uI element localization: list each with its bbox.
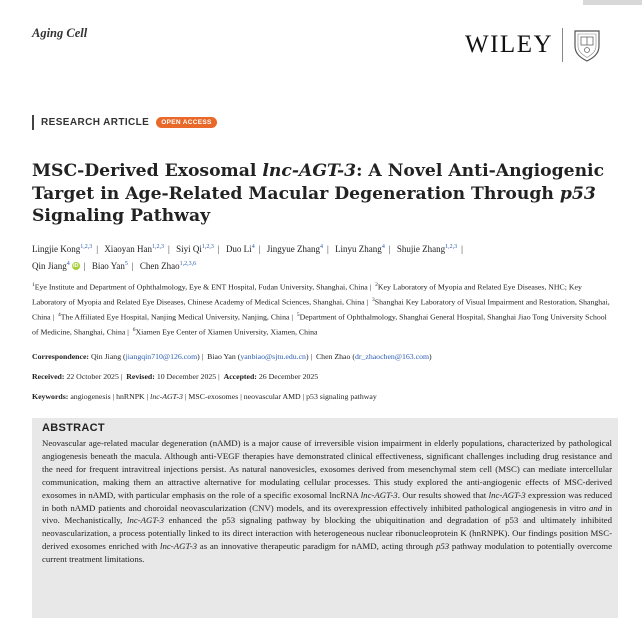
abstract-section xyxy=(32,418,618,618)
email-link[interactable]: dr_zhaochen@163.com xyxy=(354,352,430,361)
author[interactable]: Xiaoyan Han$^{1,2,3}$ xyxy=(104,244,165,254)
author[interactable]: Qin Jiang$^4$ iD xyxy=(32,260,79,271)
article-type-label: RESEARCH ARTICLE xyxy=(41,117,150,128)
author[interactable]: Lingjie Kong$^{1,2,3}$ xyxy=(32,244,93,254)
author[interactable]: Linyu Zhang$^4$ xyxy=(335,244,385,254)
author[interactable]: Chen Zhao$^{1,2,3,6}$ xyxy=(139,260,197,271)
article-dates: Received: 22 October 2025 | Revised: 10 December 2025 | Accepted: 26 December 2025 xyxy=(32,372,319,381)
journal-name[interactable]: Aging Cell xyxy=(32,26,88,40)
article-type-row xyxy=(32,115,217,130)
author[interactable]: Biao Yan$^5$ xyxy=(91,260,128,271)
author[interactable]: Siyi Qi$^{1,2,3}$ xyxy=(176,244,214,254)
orcid-icon[interactable]: iD xyxy=(73,263,79,270)
top-edge-fragment xyxy=(583,0,642,5)
wiley-seal-icon xyxy=(570,28,604,62)
open-access-badge[interactable]: OPEN ACCESS xyxy=(156,117,216,128)
article-title: MSC-Derived Exosomal lnc-AGT-3: A Novel Anti-Angiogenic Target in Age-Related Macular Degeneration Through p53 Signaling Pathway xyxy=(32,161,605,226)
publisher-logo[interactable] xyxy=(465,28,604,62)
publisher-wordmark: WILEY xyxy=(465,31,554,58)
logo-divider xyxy=(562,28,563,62)
keywords: Keywords: angiogenesis | hnRNPK | lnc-AGT-3 | MSC-exosomes | neovascular AMD | p53 signaling pathway xyxy=(32,392,377,401)
email-link[interactable]: yanbiao@sjtu.edu.cn xyxy=(240,352,306,361)
abstract-heading: ABSTRACT xyxy=(42,422,105,434)
author-list: Lingjie Kong$^{1,2,3}$ | Xiaoyan Han$^{1,2,3}$ | Siyi Qi$^{1,2,3}$ | Duo Li$^4$ | Jingyue Zhang$^4$ | Linyu Zhang$^4$ | Shujie Zhang$^{1,2,3}$ | Qin Jiang$^4$ iD | Biao Yan$^5$ | Chen Zhao$^{1,2,3,6}$ xyxy=(32,244,463,271)
email-link[interactable]: jiangqin710@126.com xyxy=(125,352,198,361)
correspondence: Correspondence: Qin Jiang (jiangqin710@126.com) | Biao Yan (yanbiao@sjtu.edu.cn) | Chen Zhao (dr_zhaochen@163.com) xyxy=(32,352,432,361)
author[interactable]: Shujie Zhang$^{1,2,3}$ xyxy=(396,244,458,254)
abstract-text: Neovascular age-related macular degeneration (nAMD) is a major cause of irreversible vision impairment in elderly populations, characterized by pathological angiogenesis beneath the macula. Although anti-VEGF therapies have demonstrated clinical effectiveness, significant challenges including drug resistance and the need for frequent intravitreal injections persist. As natural nanovesicles, exosomes derived from mesenchymal stem cell (MSC) can mediate intercellular communication, making them an attractive alternative for modulating cellular processes. This study explored the anti-angiogenic effects of MSC-derived exosomes in nAMD, with particular emphasis on the role of a specific exosomal lncRNA lnc-AGT-3. Our results showed that lnc-AGT-3 expression was reduced in both nAMD patients and choroidal neovascularization (CNV) models, and its overexpression effectively inhibited pathological angiogenesis in vitro and in vivo. Mechanistically, lnc-AGT-3 enhanced the p53 signaling pathway by blocking the ubiquitination and degradation of p53 and ultimately inhibited neovascularization, a process potentially linked to its direct interaction with heterogeneous nuclear ribonucleoprotein K (hnRNPK). Our findings position MSC-derived exosomes enriched with lnc-AGT-3 as an innovative therapeutic paradigm for nAMD, acting through p53 pathway modulation to potentially overcome current treatment limitations. xyxy=(42,438,613,565)
affiliations: $^1$Eye Institute and Department of Ophthalmology, Eye & ENT Hospital, Fudan University, Shanghai, China | $^2$Key Laboratory of Myopia and Related Eye Diseases, NHC; Key Laboratory of Myopia and Related Eye Diseases, Chinese Academy of Medical Sciences, Shanghai, China | $^3$Shanghai Key Laboratory of Visual Impairment and Restoration, Shanghai, China | $^4$The Affiliated Eye Hospital, Nanjing Medical University, Nanjing, China | $^5$Department of Ophthalmology, Shanghai General Hospital, Shanghai Jiao Tong University School of Medicine, Shanghai, China | $^6$Xiamen Eye Center of Xiamen University, Xiamen, China xyxy=(32,282,610,337)
author[interactable]: Duo Li$^4$ xyxy=(225,244,255,254)
article-type-bar xyxy=(32,115,34,130)
author[interactable]: Jingyue Zhang$^4$ xyxy=(266,244,323,254)
